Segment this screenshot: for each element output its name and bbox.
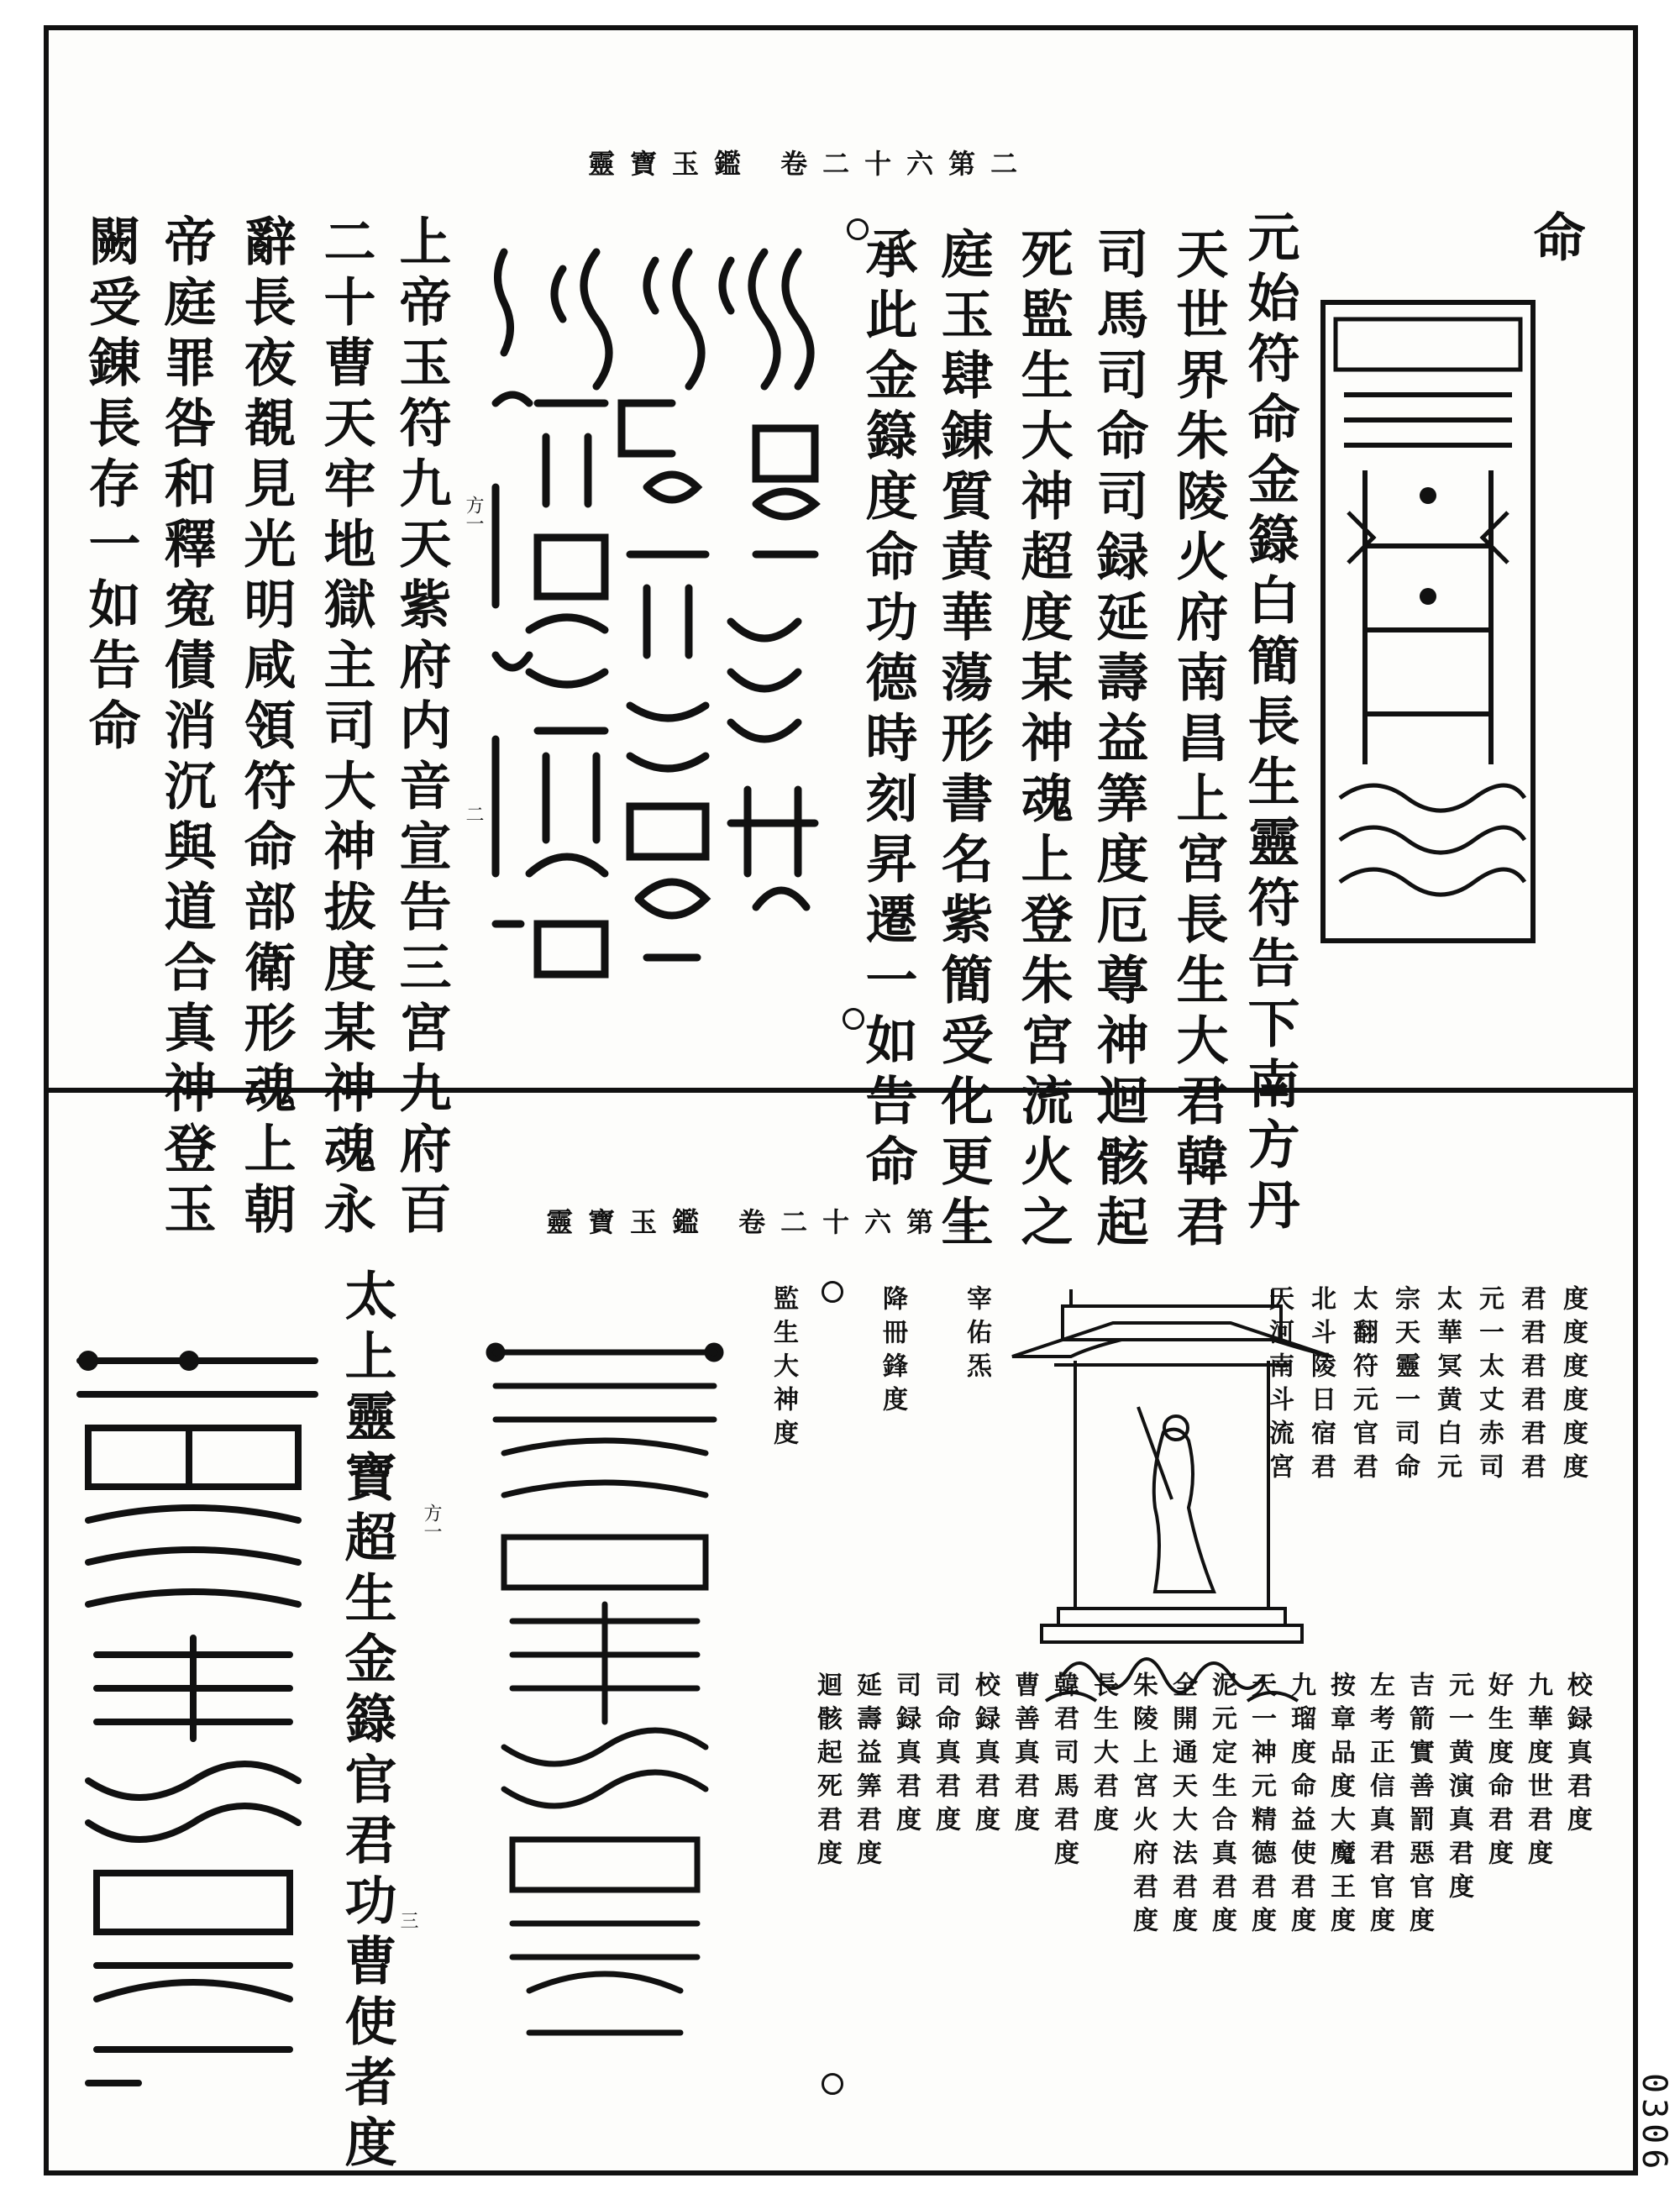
bottom-talisman-icon [479, 1336, 731, 2075]
top-column-6: 承此金籙度命功德時刻昇遷一如告命 [857, 227, 918, 1194]
bottom-header: 靈寶玉鑑 卷二十六第三 [546, 1206, 991, 1238]
upper-list-column-7: 北斗陵日宿君 [1306, 1285, 1336, 1487]
lower-list-column: 按章品度大魔王度 [1326, 1672, 1355, 1940]
pavilion-deity-illustration-icon [995, 1281, 1348, 1718]
upper-list-column-3: 元一太丈赤司 [1474, 1285, 1504, 1487]
upper-left-column-3: 監生大神度 [769, 1285, 798, 1453]
upper-left-column-1: 宰佑炁 [962, 1285, 991, 1386]
lower-list-column: 元一黄演真君度 [1444, 1672, 1473, 1907]
lower-list-column: 全開通天大法君度 [1168, 1672, 1197, 1940]
lower-list-column: 校録真君度 [1562, 1672, 1592, 1839]
top-continuation-char: 命 [1525, 210, 1586, 270]
top-left-column-2: 二十曹天牢地獄主司大神拔度某神魂永 [315, 214, 376, 1242]
lower-list-column: 延壽益筭君度 [852, 1672, 881, 1873]
upper-left-column-2: 降冊鋒度 [878, 1285, 907, 1420]
top-column-1: 元始符命金籙白簡長生靈符告下南方丹 [1239, 210, 1300, 1238]
lower-list-column: 好生度命君度 [1483, 1672, 1513, 1873]
page-number: 0306 [1635, 2072, 1673, 2174]
top-mark-1: 方一 [463, 496, 484, 533]
lower-list-column: 韓君司馬君度 [1049, 1672, 1079, 1873]
top-column-5: 庭玉肆錬質黄華蕩形書名紫簡受化更生 [932, 227, 994, 1255]
upper-list-column-5: 宗天靈一司命 [1390, 1285, 1420, 1487]
lower-list-column: 天一神元精德君度 [1247, 1672, 1276, 1940]
lower-list-column: 曹善真君度 [1010, 1672, 1039, 1839]
top-header: 靈寶玉鑑 卷二十六第二 [588, 148, 1033, 180]
talisman-seal-icon [1315, 294, 1541, 949]
top-left-column-5: 闕受錬長存一如告命 [80, 214, 141, 758]
circle-mark-icon [847, 218, 869, 240]
lower-list-column: 左考正信真君官度 [1365, 1672, 1394, 1940]
upper-list-column-4: 太華冥黄白元 [1432, 1285, 1462, 1487]
bottom-mark-1: 方一 [421, 1504, 442, 1540]
top-column-4: 死監生大神超度某神魂上登朱宮流火之 [1012, 227, 1074, 1255]
circle-mark-icon [822, 1281, 843, 1303]
top-mark-2: 二 [463, 805, 484, 823]
lower-list-column: 九瑠度命益使君度 [1286, 1672, 1315, 1940]
circle-mark-icon [843, 1008, 864, 1030]
lower-list-column: 朱陵上宮火府君度 [1128, 1672, 1158, 1940]
top-left-column-1: 上帝玉符九天紫府内音宣告三宮九府百 [391, 214, 452, 1242]
top-column-2: 天世界朱陵火府南昌上宮長生大君韓君 [1168, 227, 1229, 1255]
circle-mark-icon [822, 2073, 843, 2095]
lower-list-column: 司命真君度 [931, 1672, 960, 1839]
top-left-column-3: 辭長夜覩見光明咸領符命部衛形魂上朝 [235, 214, 297, 1242]
lower-list-column: 司録真君度 [891, 1672, 921, 1839]
lower-list-column: 長生大君度 [1089, 1672, 1118, 1839]
bottom-title-column: 太上靈寶超生金籙官君功曹使者度 [336, 1268, 397, 2175]
lower-list-column: 九華度世君度 [1523, 1672, 1552, 1873]
top-column-3: 司馬司命司録延壽益筭度厄尊神迴骸起 [1088, 227, 1149, 1255]
top-left-column-4: 帝庭罪咎和釋寃債消沉與道合真神登玉 [155, 214, 217, 1242]
lower-list-column: 泥元定生合真君度 [1207, 1672, 1236, 1940]
upper-list-column-2: 君君君君君君 [1516, 1285, 1546, 1487]
bottom-mark-2: 三 [397, 1911, 418, 1929]
upper-list-column-8: 天河南斗流宮 [1264, 1285, 1294, 1487]
upper-list-column-6: 太翻符元官君 [1348, 1285, 1378, 1487]
seal-script-icon [479, 235, 832, 1000]
left-talisman-icon [63, 1344, 323, 2100]
upper-list-column-1: 度度度度度度 [1558, 1285, 1588, 1487]
lower-list-column: 校録真君度 [970, 1672, 1000, 1839]
lower-list-column: 迴骸起死君度 [812, 1672, 842, 1873]
lower-list-column: 吉箭實善罰惡官度 [1404, 1672, 1434, 1940]
